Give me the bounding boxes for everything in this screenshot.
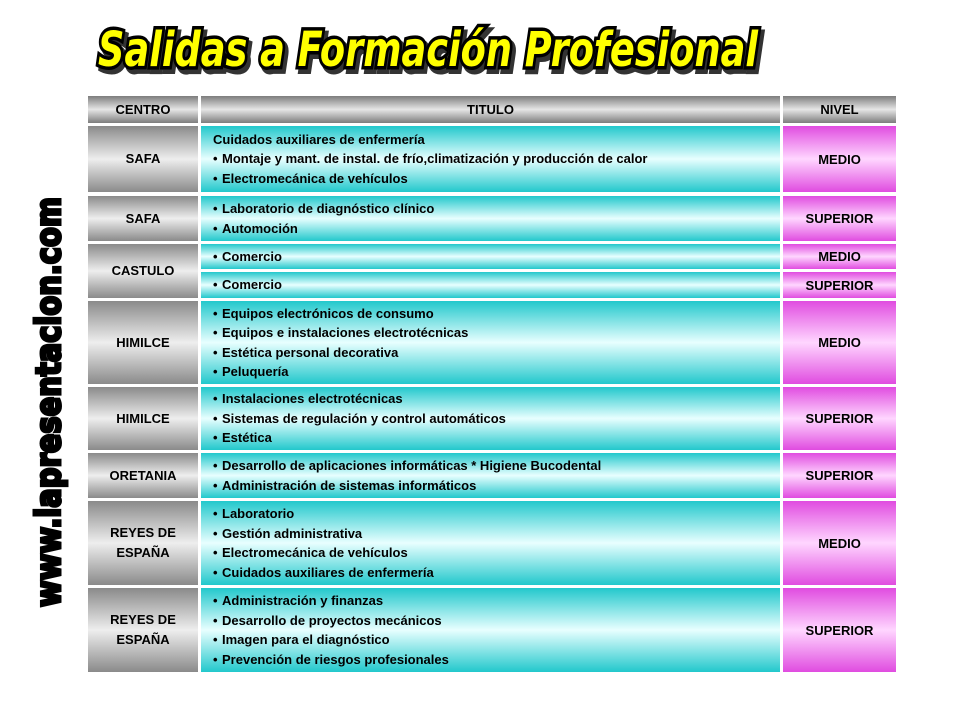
- titulo-line: [213, 630, 780, 650]
- titulo-line: [213, 362, 780, 382]
- nivel-cell: [783, 588, 896, 672]
- titulo-text: Peluquería: [222, 364, 289, 379]
- titulo-line: [213, 476, 780, 496]
- bullet-icon: •: [213, 430, 218, 446]
- centro-label: SAFA: [125, 210, 161, 226]
- nivel-cell: [783, 126, 896, 192]
- titulo-text: Sistemas de regulación y control automáticos: [222, 410, 506, 426]
- titulo-line: [213, 389, 780, 409]
- header-centro: CENTRO: [88, 96, 198, 123]
- bullet-icon: •: [213, 305, 218, 321]
- bullet-icon: •: [213, 391, 218, 407]
- centro-label: ORETANIA: [109, 467, 177, 483]
- titulo-cell: [201, 196, 780, 241]
- nivel-label: SUPERIOR: [805, 277, 874, 293]
- header-nivel: NIVEL: [783, 96, 896, 123]
- titulo-cell: [201, 126, 780, 192]
- bullet-icon: •: [213, 201, 218, 216]
- titulo-line: [213, 199, 780, 219]
- bullet-icon: •: [213, 612, 218, 628]
- titulo-text: Comercio: [222, 248, 282, 264]
- bullet-icon: •: [213, 651, 218, 667]
- bullet-icon: •: [213, 325, 218, 340]
- centro-cell: [88, 387, 198, 450]
- centro-cell: [88, 301, 198, 384]
- nivel-label: SUPERIOR: [805, 211, 874, 226]
- titulo-text: Cuidados auxiliares de enfermería: [222, 564, 434, 580]
- titulo-line: [213, 650, 780, 670]
- page-title-shadow: Salidas a Formación Profesional: [101, 26, 762, 82]
- bullet-icon: •: [213, 248, 218, 264]
- titulo-text: Cuidados auxiliares de enfermería: [213, 131, 425, 147]
- titulo-line: [213, 409, 780, 429]
- titulo-line: [213, 219, 780, 239]
- titulo-cell: [201, 387, 780, 450]
- titulo-text: Administración y finanzas: [222, 593, 384, 608]
- titulo-line: [213, 343, 780, 363]
- titulo-text: Gestión administrativa: [222, 525, 363, 541]
- titulo-text: Electromecánica de vehículos: [222, 545, 408, 560]
- nivel-cell: [783, 501, 896, 585]
- titulo-text: Imagen para el diagnóstico: [222, 632, 390, 647]
- bullet-icon: •: [213, 220, 218, 236]
- titulo-text: Comercio: [222, 277, 282, 293]
- titulo-line: [213, 611, 780, 631]
- bullet-icon: •: [213, 410, 218, 426]
- titulo-line: [213, 524, 780, 544]
- nivel-label: SUPERIOR: [805, 411, 874, 426]
- nivel-label: SUPERIOR: [805, 622, 874, 638]
- nivel-cell: [783, 387, 896, 450]
- nivel-cell: [783, 453, 896, 498]
- watermark-text: www.lapresentacion.com: [29, 125, 69, 607]
- titulo-cell: [201, 301, 780, 384]
- centro-label: SAFA: [125, 151, 161, 166]
- page-title: [88, 14, 768, 84]
- bullet-icon: •: [213, 458, 218, 473]
- titulo-line: [213, 504, 780, 524]
- titulo-line: [213, 543, 780, 563]
- titulo-cell: [201, 588, 780, 672]
- titulo-line: [213, 591, 780, 611]
- centro-label: REYES DE ESPAÑA: [110, 612, 176, 647]
- titulo-text: Montaje y mant. de instal. de frío,climatización y producción de calor: [222, 151, 648, 167]
- titulo-line: [213, 323, 780, 343]
- centro-cell: [88, 501, 198, 585]
- titulo-line: [213, 149, 780, 169]
- titulo-text: Instalaciones electrotécnicas: [222, 391, 403, 407]
- titulo-text: Desarrollo de proyectos mecánicos: [222, 612, 442, 628]
- titulo-text: Estética: [222, 430, 272, 446]
- bullet-icon: •: [213, 277, 218, 293]
- titulo-cell: [201, 501, 780, 585]
- titulo-cell: [201, 453, 780, 498]
- centro-cell: [88, 588, 198, 672]
- titulo-cell: [201, 244, 780, 269]
- bullet-icon: •: [213, 506, 218, 521]
- nivel-cell: [783, 244, 896, 269]
- bullet-icon: •: [213, 364, 218, 379]
- bullet-icon: •: [213, 545, 218, 560]
- centro-cell: [88, 244, 198, 298]
- titulo-text: Automoción: [222, 220, 298, 236]
- bullet-icon: •: [213, 170, 218, 186]
- page-title-outline: Salidas a Formación Profesional: [98, 22, 759, 78]
- centro-cell: [88, 453, 198, 498]
- bullet-icon: •: [213, 564, 218, 580]
- bullet-icon: •: [213, 151, 218, 167]
- bullet-icon: •: [213, 344, 218, 360]
- nivel-label: MEDIO: [818, 151, 861, 167]
- titulo-line: [213, 428, 780, 448]
- nivel-label: SUPERIOR: [805, 468, 874, 483]
- bullet-icon: •: [213, 525, 218, 541]
- nivel-cell: [783, 301, 896, 384]
- bullet-icon: •: [213, 632, 218, 647]
- bullet-icon: •: [213, 593, 218, 608]
- titulo-text: Equipos e instalaciones electrotécnicas: [222, 325, 469, 340]
- titulo-text: Desarrollo de aplicaciones informáticas * Higiene Bucodental: [222, 458, 602, 473]
- centro-cell: [88, 196, 198, 241]
- bullet-icon: •: [213, 477, 218, 493]
- nivel-label: MEDIO: [818, 535, 861, 551]
- titulo-line: [213, 304, 780, 324]
- titulo-text: Laboratorio de diagnóstico clínico: [222, 201, 435, 216]
- centro-label: REYES DE ESPAÑA: [110, 525, 176, 560]
- titulo-text: Administración de sistemas informáticos: [222, 477, 477, 493]
- titulo-line: [213, 456, 780, 476]
- header-titulo: TITULO: [201, 96, 780, 123]
- titulo-line: [213, 247, 780, 267]
- titulo-line: [213, 169, 780, 189]
- titulo-text: Electromecánica de vehículos: [222, 170, 408, 186]
- titulo-text: Prevención de riesgos profesionales: [222, 651, 449, 667]
- nivel-cell: [783, 196, 896, 241]
- nivel-label: MEDIO: [818, 249, 861, 264]
- page-title-text: Salidas a Formación Profesional: [98, 22, 759, 78]
- centro-label: HIMILCE: [116, 334, 170, 350]
- centro-label: CASTULO: [111, 263, 175, 278]
- nivel-label: MEDIO: [818, 335, 861, 350]
- centro-cell: [88, 126, 198, 192]
- titulo-line: [213, 563, 780, 583]
- titulo-cell: [201, 272, 780, 298]
- titulo-text: Laboratorio: [222, 506, 295, 521]
- nivel-cell: [783, 272, 896, 298]
- titulo-line: [213, 275, 780, 295]
- titulo-text: Estética personal decorativa: [222, 344, 399, 360]
- centro-label: HIMILCE: [116, 410, 170, 426]
- titulo-line: [213, 130, 780, 150]
- titulo-text: Equipos electrónicos de consumo: [222, 305, 434, 321]
